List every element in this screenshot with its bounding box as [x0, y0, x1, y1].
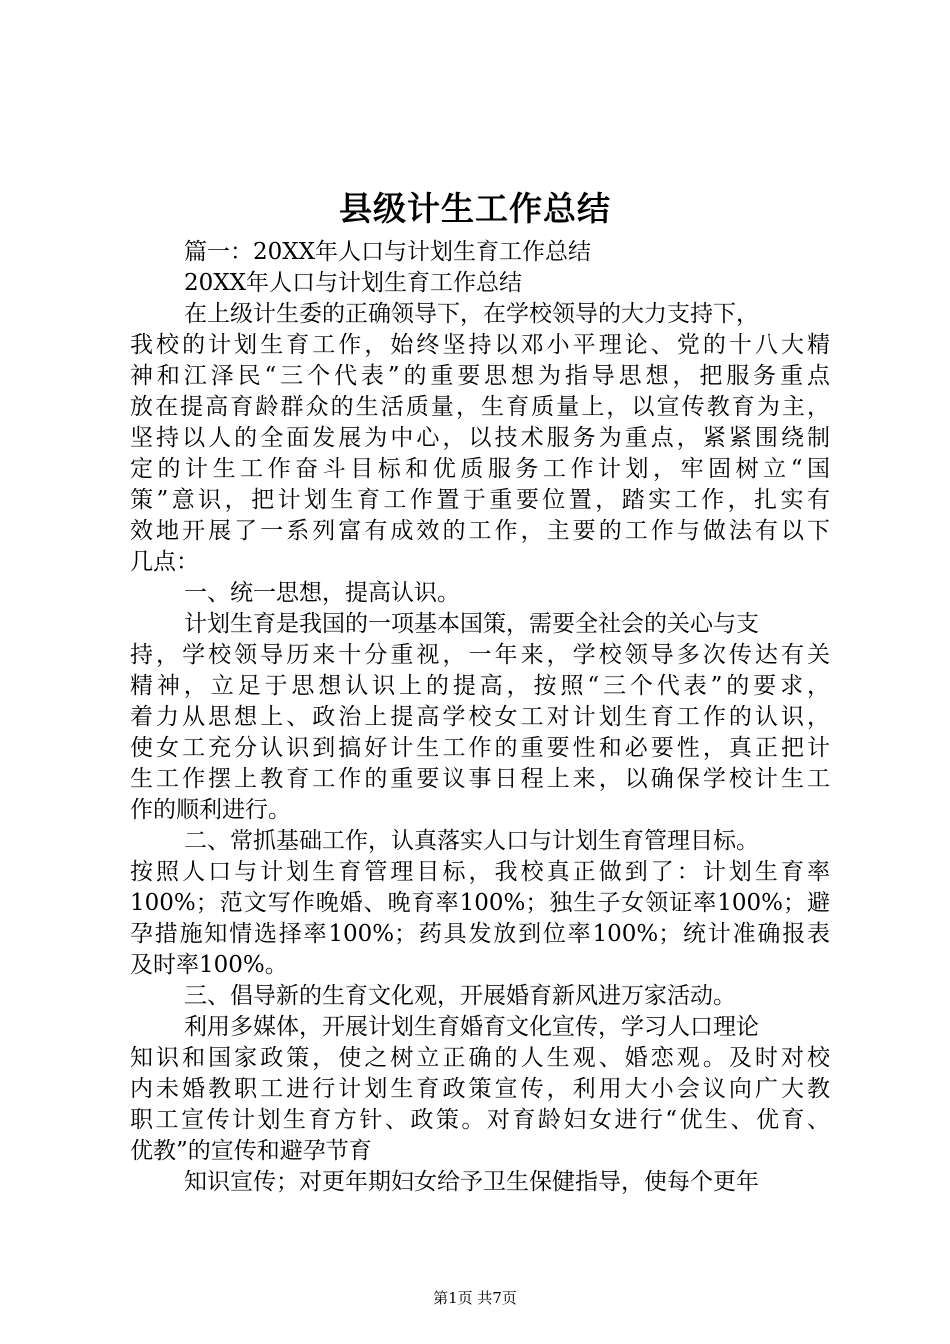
text-line: 职工宣传计划生育方针、政策。对育龄妇女进行“优生、优育、: [130, 1107, 830, 1133]
text-line: 定的计生工作奋斗目标和优质服务工作计划，牢固树立“国: [130, 456, 830, 482]
text-line: 神和江泽民“三个代表”的重要思想为指导思想，把服务重点: [130, 363, 830, 389]
text-line: 计划生育是我国的一项基本国策，需要全社会的关心与支: [184, 611, 759, 637]
section-heading: 三、倡导新的生育文化观，开展婚育新风进万家活动。: [184, 983, 736, 1009]
text-line: 在上级计生委的正确领导下，在学校领导的大力支持下，: [184, 301, 759, 327]
text-line: 生工作摆上教育工作的重要议事日程上来，以确保学校计生工: [130, 766, 830, 792]
document-title: 县级计生工作总结: [339, 189, 611, 228]
text-line: 效地开展了一系列富有成效的工作，主要的工作与做法有以下: [130, 518, 830, 544]
text-line: 着力从思想上、政治上提高学校女工对计划生育工作的认识，: [130, 704, 830, 730]
text-line: 作的顺利进行。: [130, 797, 291, 823]
text-line: 及时率100%。: [130, 952, 288, 978]
text-line: 几点：: [130, 549, 199, 575]
text-line: 内未婚教职工进行计划生育政策宣传，利用大小会议向广大教: [130, 1076, 830, 1102]
text-line: 知识宣传；对更年期妇女给予卫生保健指导，使每个更年: [184, 1169, 759, 1195]
text-line: 20XX年人口与计划生育工作总结: [184, 270, 523, 296]
text-line: 精神，立足于思想认识上的提高，按照“三个代表”的要求，: [130, 673, 830, 699]
page-number: 第1页 共7页: [433, 1289, 517, 1307]
text-line: 放在提高育龄群众的生活质量，生育质量上，以宣传教育为主，: [130, 394, 830, 420]
text-line: 优教”的宣传和避孕节育: [130, 1138, 372, 1164]
section-heading: 二、常抓基础工作，认真落实人口与计划生育管理目标。: [184, 828, 759, 854]
text-line: 篇一：20XX年人口与计划生育工作总结: [184, 239, 592, 265]
text-line: 策”意识，把计划生育工作置于重要位置，踏实工作，扎实有: [130, 487, 830, 513]
text-line: 坚持以人的全面发展为中心，以技术服务为重点，紧紧围绕制: [130, 425, 830, 451]
text-line: 利用多媒体，开展计划生育婚育文化宣传，学习人口理论: [184, 1014, 759, 1040]
text-line: 孕措施知情选择率100%；药具发放到位率100%；统计准确报表: [130, 921, 830, 947]
text-line: 知识和国家政策，使之树立正确的人生观、婚恋观。及时对校: [130, 1045, 830, 1071]
section-heading: 一、统一思想，提高认识。: [184, 580, 460, 606]
text-line: 100%；范文写作晚婚、晚育率100%；独生子女领证率100%；避: [130, 890, 830, 916]
text-line: 使女工充分认识到搞好计生工作的重要性和必要性，真正把计: [130, 735, 830, 761]
text-line: 按照人口与计划生育管理目标，我校真正做到了：计划生育率: [130, 859, 830, 885]
text-line: 持，学校领导历来十分重视，一年来，学校领导多次传达有关: [130, 642, 830, 668]
text-line: 我校的计划生育工作，始终坚持以邓小平理论、党的十八大精: [130, 332, 830, 358]
